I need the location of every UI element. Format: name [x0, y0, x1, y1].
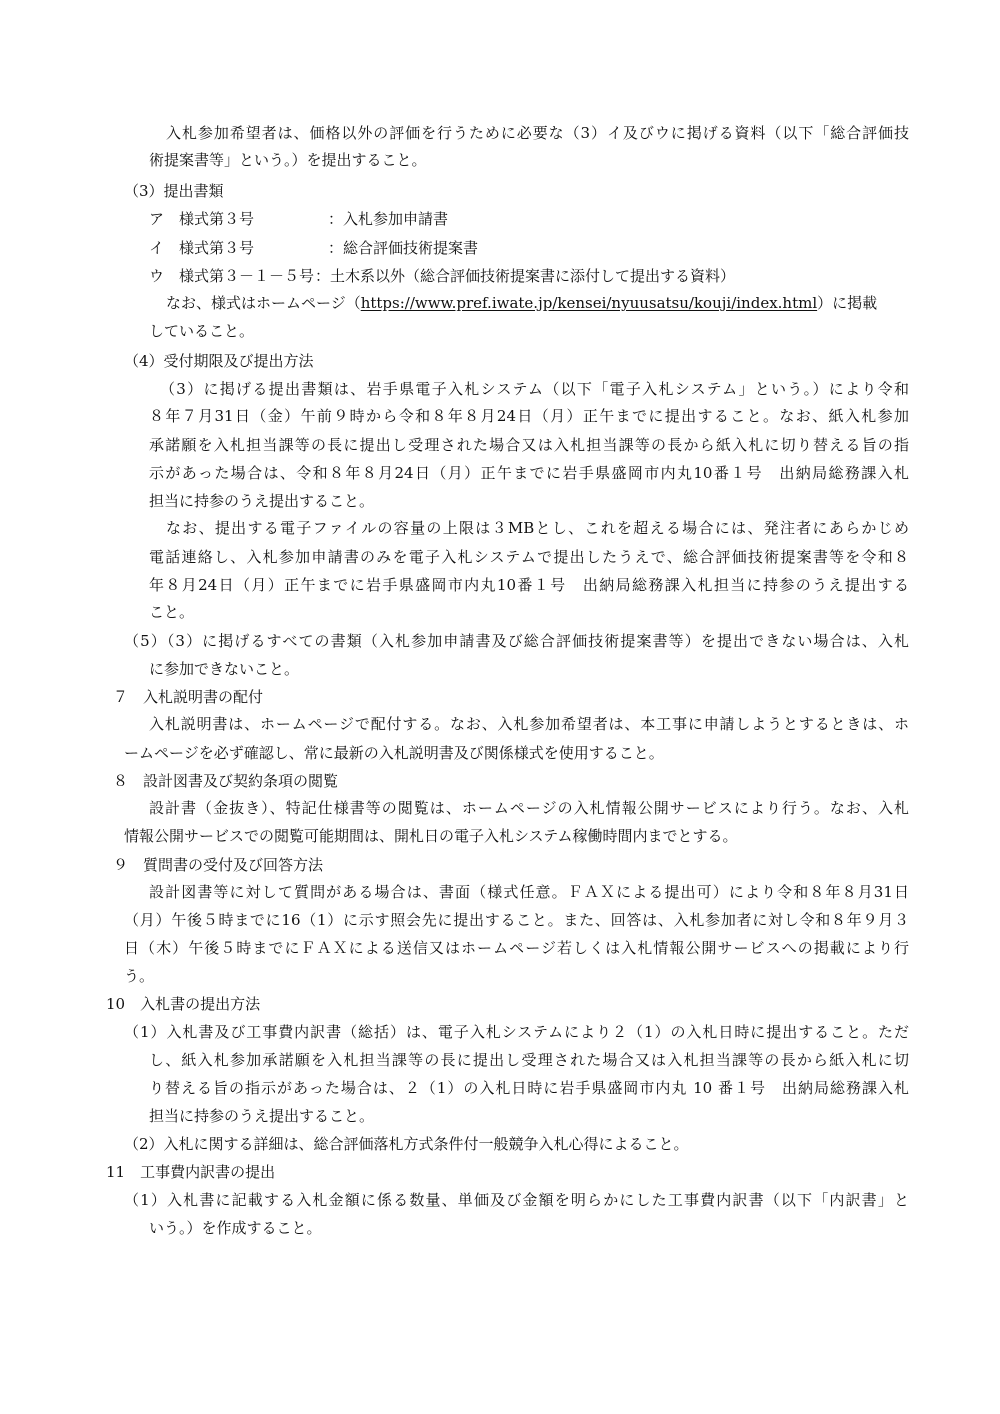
section-4-p1-line-2: ８年７月31日（金）午前９時から令和８年８月24日（月）正午までに提出すること。なお、紙入札参加	[149, 407, 909, 425]
section-11-heading: 11 工事費内訳書の提出	[106, 1163, 276, 1181]
section-4-p1-line-3: 承諾願を入札担当課等の長に提出し受理された場合又は入札担当課等の長から紙入札に切り替える旨の指	[149, 436, 909, 454]
section-3-heading: （3）提出書類	[124, 182, 224, 200]
form-note-post: ）に掲載	[817, 294, 878, 312]
form-item-a-desc: ：入札参加申請書	[328, 210, 449, 228]
section-5-line-1: （5）（3）に掲げるすべての書類（入札参加申請書及び総合評価技術提案書等）を提出できない場合は、入札	[124, 632, 909, 650]
section-10-item-1-line-4: 担当に持参のうえ提出すること。	[149, 1107, 375, 1125]
section-4-heading: （4）受付期限及び提出方法	[124, 352, 314, 370]
section-9-line-3: 日（木）午後５時までにＦＡＸによる送信又はホームページ若しくは入札情報公開サービスへの掲載により行	[124, 939, 909, 957]
section-4-p1-line-1: （3）に掲げる提出書類は、岩手県電子入札システム（以下「電子入札システム」という。）により令和	[160, 380, 909, 398]
intro-line-1: 入札参加希望者は、価格以外の評価を行うために必要な（3）イ及びウに掲げる資料（以下「総合評価技	[166, 124, 909, 142]
section-5-line-2: に参加できないこと。	[149, 660, 300, 678]
section-4-p1-line-4: 示があった場合は、令和８年８月24日（月）正午までに岩手県盛岡市内丸10番１号 出納局総務課入札	[149, 464, 909, 482]
section-4-p1-line-5: 担当に持参のうえ提出すること。	[149, 492, 375, 510]
intro-line-2: 術提案書等」という。）を提出すること。	[149, 151, 427, 169]
section-4-p2-line-2: 電話連絡し、入札参加申請書のみを電子入札システムで提出したうえで、総合評価技術提案書等を令和８	[149, 548, 909, 566]
section-7-line-2: ームページを必ず確認し、常に最新の入札説明書及び関係様式を使用すること。	[124, 744, 664, 762]
section-9-line-2: （月）午後５時までに16（1）に示す照会先に提出すること。また、回答は、入札参加者に対し令和８年９月３	[124, 911, 909, 929]
section-10-item-2: （2）入札に関する詳細は、総合評価落札方式条件付一般競争入札心得によること。	[124, 1135, 689, 1153]
form-item-i-label: イ 様式第３号	[149, 239, 255, 257]
section-9-heading: ９ 質問書の受付及び回答方法	[113, 856, 324, 874]
section-7-heading: ７ 入札説明書の配付	[113, 688, 264, 706]
section-10-item-1-line-2: し、紙入札参加承諾願を入札担当課等の長に提出し受理された場合又は入札担当課等の長から紙入札に切	[149, 1051, 909, 1069]
section-10-heading: 10 入札書の提出方法	[106, 995, 261, 1013]
section-11-item-1-line-2: いう。）を作成すること。	[149, 1219, 322, 1237]
section-8-heading: ８ 設計図書及び契約条項の閲覧	[113, 772, 339, 790]
form-note-line-1	[166, 292, 877, 314]
section-4-p2-line-4: こと。	[149, 603, 195, 621]
form-item-a-label: ア 様式第３号	[149, 210, 255, 228]
form-note-pre: なお、様式はホームページ（	[166, 294, 361, 312]
form-item-u-desc: ：土木系以外（総合評価技術提案書に添付して提出する資料）	[315, 267, 736, 285]
section-10-item-1-line-3: り替える旨の指示があった場合は、２（1）の入札日時に岩手県盛岡市内丸 10 番１号 出納局総務課入札	[149, 1079, 909, 1097]
section-4-p2-line-3: 年８月24日（月）正午までに岩手県盛岡市内丸10番１号 出納局総務課入札担当に持参のうえ提出する	[149, 576, 909, 594]
section-4-p2-line-1: なお、提出する電子ファイルの容量の上限は３MBとし、これを超える場合には、発注者にあらかじめ	[166, 519, 909, 537]
section-11-item-1-line-1: （1）入札書に記載する入札金額に係る数量、単価及び金額を明らかにした工事費内訳書（以下「内訳書」と	[124, 1191, 909, 1209]
form-item-u-label: ウ 様式第３－１－５号	[149, 267, 315, 285]
section-7-line-1: 入札説明書は、ホームページで配付する。なお、入札参加希望者は、本工事に申請しようとするときは、ホ	[149, 715, 909, 733]
section-8-line-2: 情報公開サービスでの閲覧可能期間は、開札日の電子入札システム稼働時間内までとする。	[124, 827, 738, 845]
form-item-i-desc: ：総合評価技術提案書	[328, 239, 479, 257]
form-note-line-2: していること。	[149, 322, 255, 340]
section-10-item-1-line-1: （1）入札書及び工事費内訳書（総括）は、電子入札システムにより２（1）の入札日時に提出すること。ただ	[124, 1023, 909, 1041]
section-9-line-1: 設計図書等に対して質問がある場合は、書面（様式任意。ＦＡＸによる提出可）により令和８年８月31日	[149, 883, 909, 901]
forms-homepage-link[interactable]: https://www.pref.iwate.jp/kensei/nyuusatsu/kouji/index.html	[360, 294, 818, 312]
section-9-line-4: う。	[124, 967, 155, 985]
section-8-line-1: 設計書（金抜き）、特記仕様書等の閲覧は、ホームページの入札情報公開サービスにより行う。なお、入札	[149, 799, 909, 817]
